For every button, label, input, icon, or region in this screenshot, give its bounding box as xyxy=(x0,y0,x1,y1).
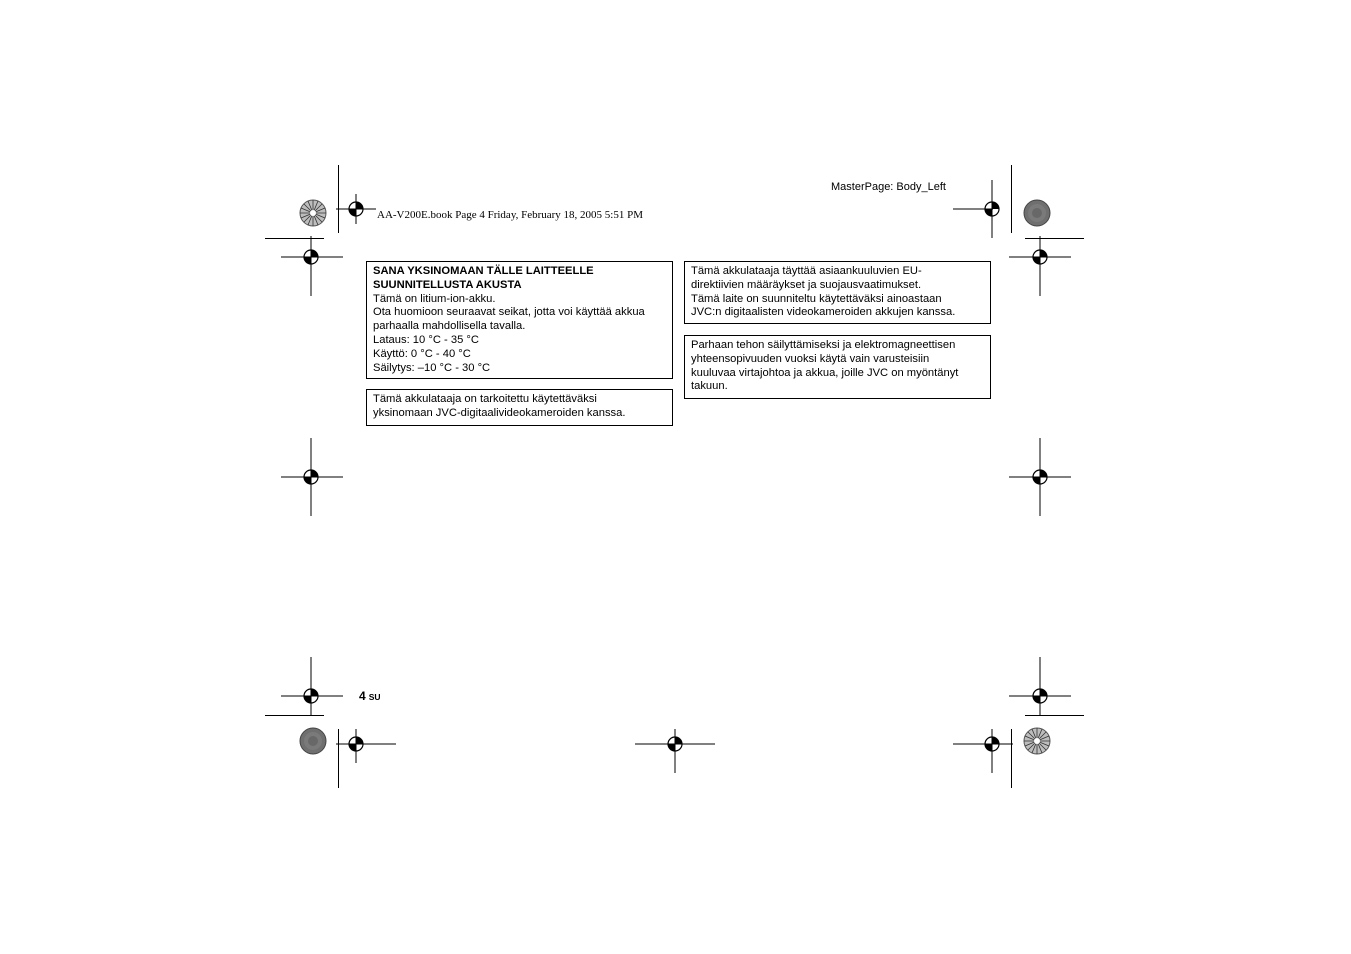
registration-mark-icon xyxy=(1009,236,1071,296)
battery-notice-heading-2: SUUNNITELLUSTA AKUSTA xyxy=(373,278,522,291)
emc-notice-line: takuun. xyxy=(691,380,728,393)
charger-usage-line: yksinomaan JVC-digitaalivideokameroiden kanssa. xyxy=(373,406,626,419)
eu-directive-line: Tämä akkulataaja täyttää asiaankuuluvien EU- xyxy=(691,265,922,277)
eu-directive-box xyxy=(684,261,991,324)
emc-notice-line: kuuluvaa virtajohtoa ja akkua, joille JVC on myöntänyt xyxy=(691,366,959,379)
storage-temperature: Säilytys: –10 °C - 30 °C xyxy=(373,361,491,374)
book-info-line: AA-V200E.book Page 4 Friday, February 18, 2005 5:51 PM xyxy=(377,209,644,221)
registration-mark-icon xyxy=(281,438,343,516)
charger-usage-line: Tämä akkulataaja on tarkoitettu käytettäväksi xyxy=(373,393,597,405)
emc-notice-line: yhteensopivuuden vuoksi käytä vain varusteisiin xyxy=(691,352,930,365)
gray-target-icon xyxy=(1023,199,1051,227)
language-code: SU xyxy=(368,692,381,702)
registration-mark-icon xyxy=(953,729,1013,773)
registration-mark-icon xyxy=(281,657,343,717)
battery-notice-heading-1: SANA YKSINOMAAN TÄLLE LAITTEELLE xyxy=(373,265,594,277)
battery-notice-line: parhaalla mahdollisella tavalla. xyxy=(373,320,526,333)
gray-target-icon xyxy=(299,727,327,755)
page-number xyxy=(359,689,381,703)
registration-mark-icon xyxy=(1009,438,1071,516)
registration-mark-icon xyxy=(336,729,396,763)
eu-directive-line: Tämä laite on suunniteltu käytettäväksi ainoastaan xyxy=(691,292,942,305)
battery-notice-box xyxy=(366,261,673,379)
registration-mark-icon xyxy=(281,236,343,296)
battery-notice-line: Ota huomioon seuraavat seikat, jotta voi käyttää akkua xyxy=(373,306,645,319)
eu-directive-line: JVC:n digitaalisten videokameroiden akkujen kanssa. xyxy=(691,306,956,319)
emc-notice-box xyxy=(684,335,991,399)
master-page-label: MasterPage: Body_Left xyxy=(831,181,946,193)
registration-mark-icon xyxy=(336,194,376,224)
eu-directive-line: direktiivien määräykset ja suojausvaatimukset. xyxy=(691,278,922,291)
crop-line xyxy=(1011,165,1012,233)
registration-mark-icon xyxy=(953,194,993,224)
battery-notice-line: Tämä on litium-ion-akku. xyxy=(373,292,496,305)
page-number-value: 4 xyxy=(359,689,366,703)
registration-mark-icon xyxy=(1009,657,1071,717)
charger-usage-box xyxy=(366,389,673,426)
usage-temperature: Käyttö: 0 °C - 40 °C xyxy=(373,347,471,360)
starburst-target-icon xyxy=(299,199,327,227)
registration-mark-icon xyxy=(635,729,715,773)
emc-notice-line: Parhaan tehon säilyttämiseksi ja elektromagneettisen xyxy=(691,339,956,351)
starburst-target-icon xyxy=(1023,727,1051,755)
charging-temperature: Lataus: 10 °C - 35 °C xyxy=(373,333,479,346)
